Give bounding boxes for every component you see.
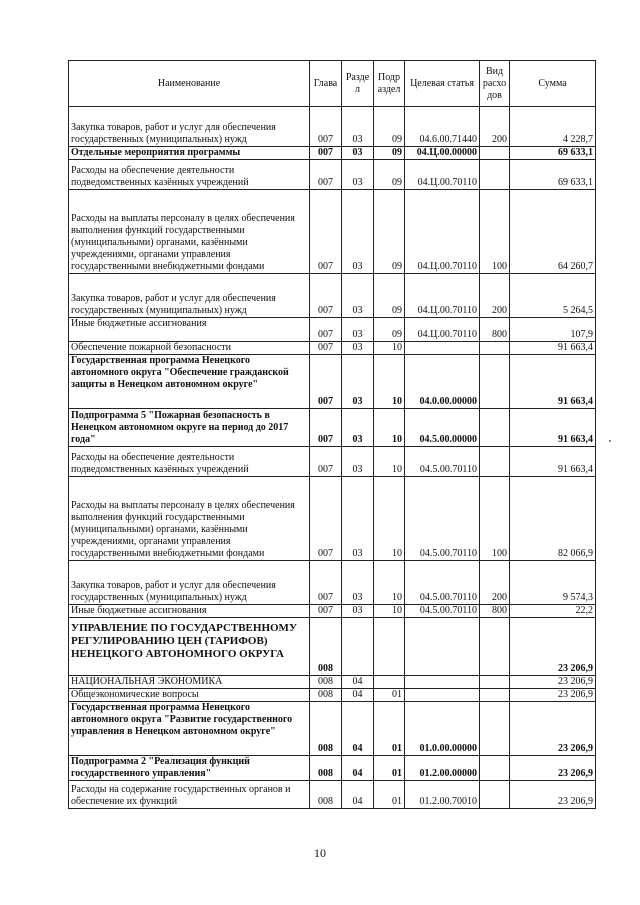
cell-subsection: 10 — [374, 477, 405, 561]
cell-name: Иные бюджетные ассигнования — [69, 605, 310, 618]
cell-type — [480, 676, 510, 689]
cell-section: 03 — [342, 318, 374, 342]
cell-section: 04 — [342, 702, 374, 756]
cell-name: Подпрограмма 2 "Реализация функций государственного управления" — [69, 756, 310, 781]
cell-target: 04.5.00.70110 — [405, 447, 480, 477]
cell-name: Отдельные мероприятия программы — [69, 147, 310, 160]
cell-sum: 64 260,7 — [510, 190, 596, 274]
table-row — [69, 160, 596, 190]
cell-target: 04.Ц.00.70110 — [405, 318, 480, 342]
cell-subsection: 09 — [374, 274, 405, 318]
cell-name: Закупка товаров, работ и услуг для обеспечения государственных (муниципальных) нужд — [69, 107, 310, 147]
cell-sum: 23 206,9 — [510, 702, 596, 756]
table-row — [69, 689, 596, 702]
cell-name: УПРАВЛЕНИЕ ПО ГОСУДАРСТВЕННОМУ РЕГУЛИРОВАНИЮ ЦЕН (ТАРИФОВ) НЕНЕЦКОГО АВТОНОМНОГО ОКРУГА — [69, 618, 310, 676]
cell-type — [480, 160, 510, 190]
cell-sum: 23 206,9 — [510, 756, 596, 781]
cell-target: 04.Ц.00.70110 — [405, 274, 480, 318]
cell-section: 04 — [342, 756, 374, 781]
cell-name: Государственная программа Ненецкого автономного округа "Развитие государственного управления в Ненецком автономном округе" — [69, 702, 310, 756]
cell-sum: 82 066,9 — [510, 477, 596, 561]
cell-chapter: 008 — [310, 689, 342, 702]
cell-subsection: 10 — [374, 605, 405, 618]
table-row — [69, 274, 596, 318]
cell-target: 01.0.00.00000 — [405, 702, 480, 756]
cell-name: Государственная программа Ненецкого автономного округа "Обеспечение гражданской защиты в Ненецком автономном округе" — [69, 355, 310, 409]
cell-section — [342, 618, 374, 676]
table-row — [69, 618, 596, 676]
header-target: Целевая статья — [405, 61, 480, 107]
table-row — [69, 318, 596, 342]
cell-section: 03 — [342, 355, 374, 409]
cell-type — [480, 756, 510, 781]
cell-type — [480, 147, 510, 160]
cell-section: 03 — [342, 605, 374, 618]
cell-chapter: 007 — [310, 274, 342, 318]
cell-section: 03 — [342, 107, 374, 147]
cell-type — [480, 702, 510, 756]
cell-section: 04 — [342, 676, 374, 689]
page-number: 10 — [314, 846, 326, 860]
cell-section: 03 — [342, 477, 374, 561]
cell-chapter: 007 — [310, 355, 342, 409]
cell-target — [405, 618, 480, 676]
table-row — [69, 781, 596, 809]
cell-subsection: 09 — [374, 160, 405, 190]
cell-chapter: 008 — [310, 781, 342, 809]
cell-subsection: 09 — [374, 147, 405, 160]
cell-subsection: 10 — [374, 447, 405, 477]
cell-type — [480, 618, 510, 676]
cell-name: Закупка товаров, работ и услуг для обеспечения государственных (муниципальных) нужд — [69, 274, 310, 318]
cell-chapter: 007 — [310, 477, 342, 561]
cell-subsection: 10 — [374, 561, 405, 605]
cell-chapter: 007 — [310, 107, 342, 147]
cell-type: 800 — [480, 318, 510, 342]
cell-subsection: 01 — [374, 756, 405, 781]
cell-sum: 5 264,5 — [510, 274, 596, 318]
cell-target: 04.Ц.00.70110 — [405, 190, 480, 274]
cell-subsection — [374, 676, 405, 689]
cell-target — [405, 676, 480, 689]
cell-type — [480, 355, 510, 409]
cell-chapter: 007 — [310, 342, 342, 355]
cell-type: 200 — [480, 561, 510, 605]
cell-sum: 91 663,4 — [510, 409, 596, 447]
cell-target: 04.5.00.70110 — [405, 477, 480, 561]
cell-sum: 22,2 — [510, 605, 596, 618]
cell-name: Общеэкономические вопросы — [69, 689, 310, 702]
cell-target: 01.2.00.00000 — [405, 756, 480, 781]
cell-chapter: 007 — [310, 160, 342, 190]
cell-sum: 9 574,3 — [510, 561, 596, 605]
cell-section: 04 — [342, 689, 374, 702]
cell-sum: 91 663,4 — [510, 447, 596, 477]
header-chapter: Глава — [310, 61, 342, 107]
cell-section: 04 — [342, 781, 374, 809]
cell-subsection — [374, 618, 405, 676]
cell-sum: 23 206,9 — [510, 618, 596, 676]
cell-section: 03 — [342, 147, 374, 160]
cell-type: 200 — [480, 274, 510, 318]
cell-target: 04.Ц.00.70110 — [405, 160, 480, 190]
cell-type — [480, 447, 510, 477]
cell-subsection: 10 — [374, 355, 405, 409]
cell-target: 01.2.00.70010 — [405, 781, 480, 809]
cell-name: Расходы на выплаты персоналу в целях обеспечения выполнения функций государственными (муниципальными) органами, казёнными учреждениями, органами управления государственными внебюджетными фондами — [69, 190, 310, 274]
table-row — [69, 409, 596, 447]
table-row — [69, 756, 596, 781]
cell-section: 03 — [342, 342, 374, 355]
cell-name: Расходы на содержание государственных органов и обеспечение их функций — [69, 781, 310, 809]
scan-speck — [609, 440, 611, 442]
budget-table — [68, 60, 596, 809]
cell-name: НАЦИОНАЛЬНАЯ ЭКОНОМИКА — [69, 676, 310, 689]
cell-name: Подпрограмма 5 "Пожарная безопасность в Ненецком автономном округе на период до 2017 года" — [69, 409, 310, 447]
cell-type — [480, 781, 510, 809]
cell-name: Расходы на выплаты персоналу в целях обеспечения выполнения функций государственными (муниципальными) органами, казёнными учреждениями, органами управления государственными внебюджетными фондами — [69, 477, 310, 561]
cell-target: 04.6.00.71440 — [405, 107, 480, 147]
cell-type — [480, 342, 510, 355]
cell-sum: 107,9 — [510, 318, 596, 342]
cell-sum: 91 663,4 — [510, 355, 596, 409]
cell-chapter: 007 — [310, 409, 342, 447]
cell-name: Закупка товаров, работ и услуг для обеспечения государственных (муниципальных) нужд — [69, 561, 310, 605]
cell-chapter: 007 — [310, 318, 342, 342]
cell-target: 04.0.00.00000 — [405, 355, 480, 409]
table-row — [69, 605, 596, 618]
cell-chapter: 007 — [310, 447, 342, 477]
cell-chapter: 008 — [310, 702, 342, 756]
header-sum: Сумма — [510, 61, 596, 107]
cell-section: 03 — [342, 561, 374, 605]
cell-subsection: 01 — [374, 689, 405, 702]
cell-target: 04.Ц.00.00000 — [405, 147, 480, 160]
table-row — [69, 355, 596, 409]
table-row — [69, 477, 596, 561]
cell-subsection: 09 — [374, 107, 405, 147]
table-row — [69, 342, 596, 355]
cell-subsection: 10 — [374, 342, 405, 355]
cell-sum: 23 206,9 — [510, 781, 596, 809]
table-row — [69, 190, 596, 274]
cell-subsection: 09 — [374, 318, 405, 342]
cell-target — [405, 342, 480, 355]
cell-target: 04.5.00.00000 — [405, 409, 480, 447]
table-row — [69, 676, 596, 689]
cell-chapter: 007 — [310, 605, 342, 618]
cell-subsection: 01 — [374, 781, 405, 809]
cell-target — [405, 689, 480, 702]
cell-name: Иные бюджетные ассигнования — [69, 318, 310, 342]
table-row — [69, 561, 596, 605]
table-row — [69, 147, 596, 160]
cell-subsection: 01 — [374, 702, 405, 756]
cell-sum: 23 206,9 — [510, 676, 596, 689]
cell-target: 04.5.00.70110 — [405, 561, 480, 605]
cell-section: 03 — [342, 409, 374, 447]
cell-sum: 69 633,1 — [510, 147, 596, 160]
cell-name: Расходы на обеспечение деятельности подведомственных казённых учреждений — [69, 160, 310, 190]
cell-chapter: 008 — [310, 618, 342, 676]
cell-section: 03 — [342, 274, 374, 318]
table-row — [69, 702, 596, 756]
cell-type: 100 — [480, 477, 510, 561]
cell-target: 04.5.00.70110 — [405, 605, 480, 618]
cell-section: 03 — [342, 160, 374, 190]
cell-type — [480, 409, 510, 447]
header-name: Наименование — [69, 61, 310, 107]
cell-type: 800 — [480, 605, 510, 618]
cell-name: Расходы на обеспечение деятельности подведомственных казённых учреждений — [69, 447, 310, 477]
header-type: Вид расхо дов — [480, 61, 510, 107]
table-row — [69, 447, 596, 477]
cell-subsection: 09 — [374, 190, 405, 274]
table-row — [69, 107, 596, 147]
header-section: Разде л — [342, 61, 374, 107]
cell-type: 200 — [480, 107, 510, 147]
cell-sum: 23 206,9 — [510, 689, 596, 702]
cell-sum: 4 228,7 — [510, 107, 596, 147]
cell-name: Обеспечение пожарной безопасности — [69, 342, 310, 355]
cell-section: 03 — [342, 447, 374, 477]
cell-chapter: 008 — [310, 676, 342, 689]
cell-chapter: 008 — [310, 756, 342, 781]
header-row — [69, 61, 596, 107]
cell-section: 03 — [342, 190, 374, 274]
header-subsection: Подр аздел — [374, 61, 405, 107]
cell-chapter: 007 — [310, 147, 342, 160]
cell-type: 100 — [480, 190, 510, 274]
cell-sum: 69 633,1 — [510, 160, 596, 190]
cell-chapter: 007 — [310, 561, 342, 605]
cell-type — [480, 689, 510, 702]
cell-sum: 91 663,4 — [510, 342, 596, 355]
cell-subsection: 10 — [374, 409, 405, 447]
cell-chapter: 007 — [310, 190, 342, 274]
